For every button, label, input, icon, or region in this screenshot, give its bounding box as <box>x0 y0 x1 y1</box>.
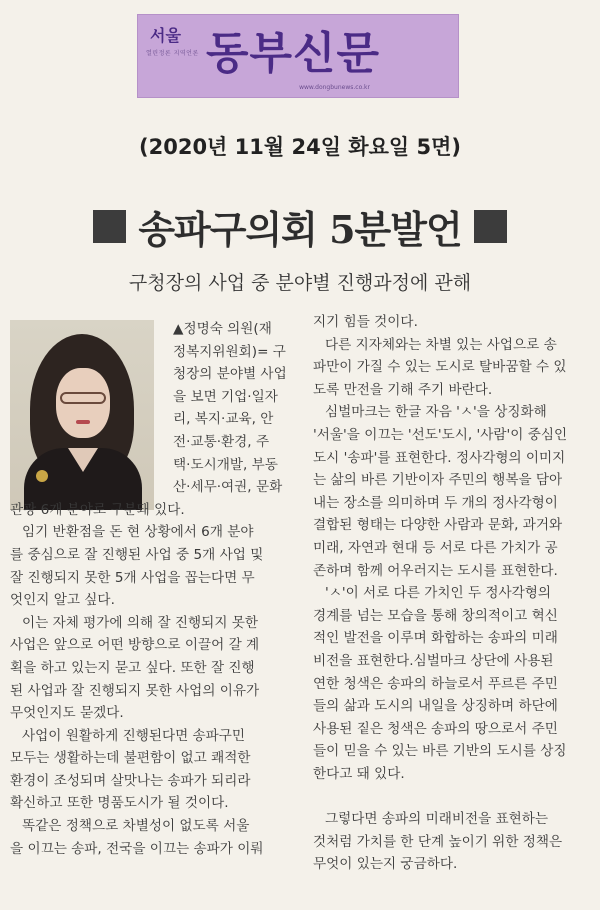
article-text-line: 도록 만전을 기해 주기 바란다. <box>313 381 493 398</box>
article-text-line: 그렇다면 송파의 미래비전을 표현하는 <box>325 811 549 828</box>
subheadline: 구청장의 사업 중 분야별 진행과정에 관해 <box>128 272 472 294</box>
article-text-line: 사용된 짙은 청색은 송파의 땅으로서 주민 <box>313 720 558 737</box>
article-text-line: 엇인지 알고 싶다. <box>10 592 115 609</box>
masthead-tagline: 열린정론 지역언론 <box>146 50 199 57</box>
newspaper-masthead <box>137 14 459 98</box>
article-text-line: 도시 '송파'를 표현한다. 정사각형의 이미지 <box>313 449 566 466</box>
article-text-line: 미래, 자연과 현대 등 서로 다른 가치가 공 <box>313 539 558 556</box>
article-text-line: 된 사업과 잘 진행되지 못한 사업의 이유가 <box>10 682 260 699</box>
article-text-line: 것처럼 가치를 한 단계 높이기 위한 정책은 <box>313 833 563 850</box>
masthead-title: 동부신문 <box>206 28 381 79</box>
article-text-line: 확신하고 또한 명품도시가 될 것이다. <box>10 795 229 812</box>
article-text-line: 내는 장소를 의미하며 두 개의 정사각형이 <box>313 494 558 511</box>
article-text-line: '서울'을 이끄는 '선도'도시, '사람'이 중심인 <box>313 426 568 443</box>
square-bullet-icon <box>93 210 126 243</box>
square-bullet-icon <box>474 210 507 243</box>
article-column-left <box>10 318 295 860</box>
article-text-line: 모두는 생활하는데 불편함이 없고 쾌적한 <box>10 750 251 767</box>
article-text-line: 심벌마크는 한글 자음 'ㅅ'을 상징화해 <box>325 404 547 421</box>
article-text-line: 지기 힘들 것이다. <box>313 314 418 330</box>
article-text-line: 잘 진행되지 못한 5개 사업을 꼽는다면 무 <box>10 569 255 586</box>
article-text-line: 적인 발전을 이루며 화합하는 송파의 미래 <box>313 630 558 647</box>
masthead-city: 서울 <box>150 26 181 45</box>
article-text-line: 이는 자체 평가에 의해 잘 진행되지 못한 <box>22 614 259 631</box>
headline-text: 송파구의회 5분발언 <box>138 206 462 252</box>
article-text-line <box>313 785 596 808</box>
article-text-line: 임기 반환점을 돈 현 상황에서 6개 분야 <box>22 524 254 541</box>
article-text-line: 들이 믿을 수 있는 바른 기반의 도시를 상징 <box>313 743 567 760</box>
article-column-right <box>313 311 596 876</box>
article-text-line: 를 중심으로 잘 진행된 사업 중 5개 사업 및 <box>10 546 264 563</box>
article-text-line: 청장의 분야별 사업 <box>173 366 287 383</box>
article-text-line: 을 이끄는 송파, 전국을 이끄는 송파가 이뤄 <box>10 840 264 857</box>
article-text-line: 는 삶의 바른 기반이자 주민의 행복을 담아 <box>313 472 563 489</box>
article-text-line: 전·교통·환경, 주 <box>173 433 270 450</box>
article-text-line: 한다고 돼 있다. <box>313 765 405 782</box>
article-text-line: 무엇이 있는지 궁금하다. <box>313 856 458 873</box>
article-text-line: 비전을 표현한다.심벌마크 상단에 사용된 <box>313 652 554 669</box>
article-text-line: 연한 청색은 송파의 하늘로서 푸르른 주민 <box>313 675 558 692</box>
article-text-line: 사업은 앞으로 어떤 방향으로 이끌어 갈 계 <box>10 637 260 654</box>
article-text-line: 결합된 형태는 다양한 사람과 문화, 과거와 <box>313 517 563 534</box>
article-text-line: 획을 하고 있는지 묻고 싶다. 또한 잘 진행 <box>10 659 255 676</box>
issue-dateline: (2020년 11월 24일 화요일 5면) <box>139 135 461 159</box>
article-text-line: 환경이 조성되며 살맛나는 송파가 되리라 <box>10 772 251 789</box>
article-text-line: 다른 지자체와는 차별 있는 사업으로 송 <box>325 336 557 353</box>
article-text-line: ▲정명숙 의원(재 <box>173 321 272 337</box>
article-text-line: 을 보면 기업·일자 <box>173 388 278 405</box>
article-text-line: 택·도시개발, 부동 <box>173 456 278 473</box>
article-text-line: 사업이 원활하게 진행된다면 송파구민 <box>22 727 246 744</box>
article-text-line: 정복지위원회)= 구 <box>173 343 286 360</box>
article-text-line: 리, 복지·교육, 안 <box>173 411 274 428</box>
article-text-line: 들의 삶과 도시의 내일을 상징하며 하단에 <box>313 698 558 715</box>
headline <box>40 197 560 255</box>
article-text-line: 무엇인지도 묻겠다. <box>10 705 124 722</box>
article-text-line: 'ㅅ'이 서로 다른 가치인 두 정사각형의 <box>325 585 552 602</box>
article-text-line: 똑같은 정책으로 차별성이 없도록 서울 <box>22 818 250 835</box>
article-text-line: 관광 6개 분야로 구분돼 있다. <box>10 501 185 518</box>
article-text-line: 산·세무·여권, 문화 <box>173 479 283 496</box>
article-text-line: 경계를 넘는 모습을 통해 창의적이고 혁신 <box>313 607 558 624</box>
article-text-line: 존하며 함께 어우러지는 도시를 표현한다. <box>313 562 558 579</box>
masthead-url: www.dongbunews.co.kr <box>299 84 370 91</box>
article-text-line: 파만이 가질 수 있는 도시로 탈바꿈할 수 있 <box>313 359 567 376</box>
